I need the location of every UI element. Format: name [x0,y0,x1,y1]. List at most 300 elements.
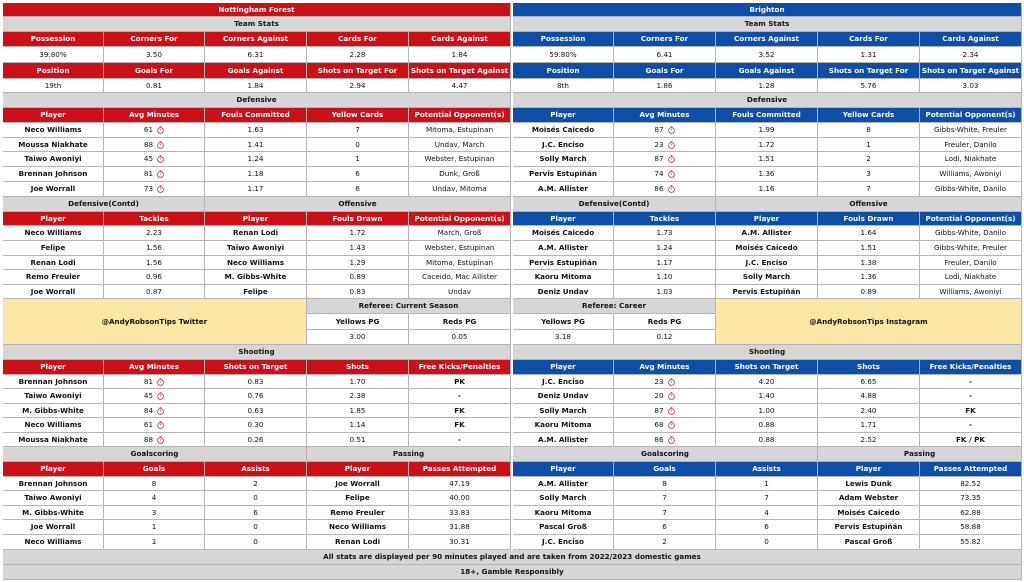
free-kicks-penalties-text: - [969,420,972,430]
avg-minutes-text: 86 [654,434,664,444]
player-name [3,418,104,433]
assists [205,535,307,550]
away-team-name-text: Brighton [749,4,785,14]
home-cards_for-text: 2.28 [349,49,366,59]
fouls-drawn [818,226,920,241]
player-name [307,520,409,535]
fouls-drawn [307,226,409,241]
fouls-drawn [818,256,920,270]
player-name-text: Lewis Dunk [845,478,892,488]
footer-disclaimer [3,565,1022,580]
referee-current-title [307,299,511,314]
header-assists [205,462,307,477]
fouls-committed-text: 1.63 [247,125,264,135]
home-position-text: 19th [44,80,62,90]
player-name-text: Moisés Caicedo [735,243,798,253]
fouls-drawn-text: 1.38 [860,257,877,267]
assists-text: 0 [253,537,258,547]
fouls-drawn-text: 1.51 [860,243,877,253]
fouls-committed [716,138,818,152]
home-possession-text: 39.80% [39,49,67,59]
player-name-text: J.C. Enciso [542,376,584,386]
player-name-text: M. Gibbs-White [22,507,84,517]
potential-opponents [409,241,511,256]
section-title-goalscoring [513,447,818,462]
free-kicks-penalties [409,375,511,389]
player-name [307,506,409,520]
shots-text: 1.70 [349,376,366,386]
potential-opponents [409,256,511,270]
header-player-text: Player [40,110,66,120]
player-name [513,418,614,433]
shots-text: 6.65 [860,376,877,386]
potential-opponents [409,152,511,167]
player-name [3,152,104,167]
player-name-text: Neco Williams [329,522,386,532]
yellow-cards-text: 3 [866,169,871,179]
footer-note [3,550,1022,565]
player-name [3,375,104,389]
away-goals_against [716,79,818,93]
header-shots_on_target_for-text: Shots on Target For [828,65,909,75]
fouls-committed-text: 1.17 [247,184,264,194]
shots [818,404,920,418]
header-avg_minutes-text: Avg Minutes [639,110,690,120]
assists-text: 0 [764,537,769,547]
header-player [307,462,409,477]
potential-opponents [409,138,511,152]
header-corners_for [614,32,716,47]
goals [104,477,205,491]
fouls-drawn [307,285,409,299]
potential-opponents-text: Undav, Mitoma [432,184,487,194]
player-name [3,491,104,506]
potential-opponents-text: Williams, Awoniyi [939,286,1002,296]
section-title-defensive-contd-text: Defensive(Contd) [68,199,139,209]
header-passes_attempted [409,462,511,477]
avg-minutes [104,123,205,138]
home-corners_for [104,47,205,63]
goals-text: 8 [662,478,667,488]
header-tackles-text: Tackles [139,213,169,223]
header-player [818,462,920,477]
player-name [716,285,818,299]
header-tackles-text: Tackles [649,213,680,223]
player-name-text: Renan Lodi [334,537,381,547]
section-title-offensive [716,197,1022,212]
header-player [513,108,614,123]
yellow-cards [307,123,409,138]
header-passes_attempted-text: Passes Attempted [422,464,497,474]
header-fouls_drawn-text: Fouls Drawn [843,213,894,223]
potential-opponents-text: March, Groß [437,228,482,238]
player-name-text: Deniz Undav [537,286,589,296]
section-title-team-stats-text: Team Stats [234,19,279,29]
header-possession-text: Possession [540,34,586,44]
assists [716,491,818,506]
away-goals_against-text: 1.28 [758,80,775,90]
fouls-committed [205,167,307,182]
player-name-text: Joe Worrall [30,184,76,194]
avg-minutes-text: 86 [654,184,664,194]
yellow-cards-text: 6 [355,184,360,194]
shots-on-target [205,389,307,404]
player-name [3,138,104,152]
stopwatch-icon [668,185,675,193]
away-position [513,79,614,93]
passes-attempted [409,491,511,506]
tackles [614,270,716,285]
player-name [818,506,920,520]
player-name [513,506,614,520]
stopwatch-icon [157,436,164,444]
free-kicks-penalties-text: - [969,391,972,401]
fouls-committed [716,167,818,182]
avg-minutes-text: 88 [143,434,154,444]
goals-text: 4 [151,493,157,503]
fouls-drawn-text: 1.72 [349,228,366,238]
goals-text: 7 [662,507,667,517]
potential-opponents-text: Webster, Estupinan [424,154,495,164]
player-name [3,123,104,138]
player-name [513,270,614,285]
header-free_kicks_penalties-text: Free Kicks/Penalties [929,362,1012,372]
section-title-defensive [513,93,1022,108]
shots-on-target [716,375,818,389]
tackles [104,270,205,285]
assists [205,506,307,520]
goals [614,535,716,550]
section-title-team-stats-text: Team Stats [744,19,790,29]
passes-attempted-text: 58.88 [960,522,981,532]
section-title-defensive-text: Defensive [746,95,788,105]
fouls-committed [716,123,818,138]
player-name [716,270,818,285]
free-kicks-penalties [920,404,1022,418]
goals [104,535,205,550]
home-cards_for [307,47,409,63]
player-name [513,477,614,491]
player-name-text: Kaoru Mitoma [534,507,592,517]
passes-attempted-text: 82.52 [960,478,981,488]
header-fouls_committed-text: Fouls Committed [732,110,801,120]
assists [716,520,818,535]
header-yellows-pg-text: Yellows PG [541,316,585,326]
referee-career-reds [614,330,716,345]
passes-attempted-text: 47.19 [449,478,470,488]
fouls-drawn-text: 0.89 [860,286,877,296]
away-cards_against-text: 2.34 [962,49,979,59]
tackles-text: 0.96 [145,272,162,282]
header-potential_opponents-text: Potential Opponent(s) [414,110,505,120]
player-name [3,433,104,447]
stopwatch-icon [157,155,164,163]
header-player [3,212,104,226]
player-name [205,241,307,256]
yellow-cards-text: 1 [355,154,360,164]
tackles-text: 1.17 [656,257,673,267]
stopwatch-icon [668,421,675,429]
player-name-text: Joe Worrall [30,286,76,296]
avg-minutes [104,182,205,197]
free-kicks-penalties [920,418,1022,433]
twitter-handle [3,299,307,345]
header-potential_opponents-text: Potential Opponent(s) [925,110,1016,120]
header-goals_against [716,63,818,79]
player-name [818,477,920,491]
header-cards_for-text: Cards For [338,34,377,44]
passes-attempted [920,491,1022,506]
header-player [3,360,104,375]
player-name [818,520,920,535]
section-title-defensive-text: Defensive [236,95,277,105]
player-name-text: Kaoru Mitoma [534,420,592,430]
shots-on-target-text: 0.63 [247,405,264,415]
player-name [307,477,409,491]
player-name [818,491,920,506]
header-shots_on_target_for [307,63,409,79]
section-title-defensive-contd [513,197,716,212]
header-player [716,212,818,226]
tackles-text: 1.10 [656,272,673,282]
tackles-text: 1.24 [656,243,673,253]
player-name-text: Brennan Johnson [18,478,88,488]
avg-minutes-text: 87 [654,405,664,415]
free-kicks-penalties-text: - [969,376,972,386]
goals [614,477,716,491]
player-name [513,404,614,418]
avg-minutes-text: 68 [654,420,664,430]
player-name-text: Adam Webster [838,493,899,503]
avg-minutes [104,152,205,167]
assists-text: 6 [253,507,258,517]
header-player-text: Player [550,464,576,474]
avg-minutes-text: 88 [143,139,154,149]
avg-minutes [614,152,716,167]
shots-text: 1.85 [349,405,366,415]
assists-text: 6 [764,522,769,532]
avg-minutes [614,404,716,418]
goals-text: 1 [151,522,157,532]
player-name [3,404,104,418]
section-title-shooting-text: Shooting [238,347,275,357]
header-player-text: Player [40,362,66,372]
player-name [3,506,104,520]
header-tackles [614,212,716,226]
header-potential_opponents [409,212,511,226]
header-cards_for [818,32,920,47]
stopwatch-icon [668,141,675,149]
player-name-text: Taiwo Awoniyi [24,493,82,503]
player-name-text: Moisés Caicedo [531,228,595,238]
header-yellow_cards [818,108,920,123]
fouls-committed-text: 1.18 [247,169,264,179]
player-name-text: A.M. Allister [741,228,792,238]
home-corners_for-text: 3.50 [145,49,162,59]
player-name [818,535,920,550]
header-cards_against [920,32,1022,47]
home-corners_against [205,47,307,63]
passes-attempted [920,506,1022,520]
header-assists [716,462,818,477]
player-name [3,389,104,404]
shots-text: 1.14 [349,420,366,430]
header-corners_against [205,32,307,47]
header-avg_minutes [614,108,716,123]
yellow-cards [818,167,920,182]
header-avg_minutes [614,360,716,375]
assists-text: 0 [253,493,258,503]
section-title-passing-text: Passing [392,449,425,459]
header-player [513,360,614,375]
header-shots_on_target_for [818,63,920,79]
header-cards_against [409,32,511,47]
header-goals_for [614,63,716,79]
player-name [3,226,104,241]
away-shots_on_target_for-text: 5.76 [860,80,877,90]
shots [818,375,920,389]
header-goals_for-text: Goals For [134,65,174,75]
stopwatch-icon [668,436,675,444]
section-title-defensive [3,93,511,108]
potential-opponents-text: Gibbs-White, Freuler [934,243,1007,253]
player-name [513,167,614,182]
avg-minutes-text: 84 [143,405,154,415]
fouls-committed [205,152,307,167]
fouls-drawn [818,241,920,256]
header-player-text: Player [344,464,371,474]
player-name [513,389,614,404]
header-goals_against-text: Goals Against [738,65,795,75]
shots-on-target [205,404,307,418]
free-kicks-penalties-text: - [458,434,461,444]
referee-current-yellows-text: 3.00 [349,332,366,342]
section-title-defensive-contd [3,197,205,212]
shots-on-target [716,433,818,447]
header-yellows-pg [307,314,409,330]
avg-minutes-text: 61 [143,125,154,135]
stopwatch-icon [157,407,164,415]
header-reds-pg-text: Reds PG [442,316,477,326]
tackles [104,256,205,270]
header-fouls_committed-text: Fouls Committed [221,110,290,120]
header-fouls_drawn [307,212,409,226]
avg-minutes-text: 74 [654,169,664,179]
yellow-cards-text: 7 [866,184,871,194]
header-yellow_cards-text: Yellow Cards [842,110,895,120]
player-name [716,241,818,256]
avg-minutes-text: 61 [143,420,154,430]
potential-opponents-text: Gibbs-White, Danilo [934,228,1007,238]
header-player [513,462,614,477]
player-name [513,535,614,550]
shots [818,389,920,404]
header-player-text: Player [550,110,576,120]
header-free_kicks_penalties [920,360,1022,375]
avg-minutes-text: 23 [654,139,664,149]
shots [307,389,409,404]
potential-opponents [409,167,511,182]
header-possession [513,32,614,47]
goals [614,506,716,520]
goals-text: 2 [662,537,667,547]
avg-minutes [104,375,205,389]
header-shots_on_target [205,360,307,375]
tackles-text: 1.56 [145,243,162,253]
tackles-text: 2.23 [145,228,162,238]
section-title-shooting [3,345,511,360]
passes-attempted [920,520,1022,535]
header-goals_against [205,63,307,79]
avg-minutes [614,167,716,182]
section-title-team-stats [513,17,1022,32]
avg-minutes [614,389,716,404]
home-shots_on_target_for-text: 2.94 [349,80,366,90]
player-name-text: Neco Williams [24,125,82,135]
home-shots_on_target_against-text: 4.47 [451,80,468,90]
goals [104,520,205,535]
header-goals_for-text: Goals For [645,65,684,75]
header-free_kicks_penalties-text: Free Kicks/Penalties [418,362,501,372]
shots-text: 0.51 [349,434,366,444]
potential-opponents [920,226,1022,241]
player-name-text: Pervis Estupiñán [834,522,903,532]
yellow-cards-text: 2 [866,154,871,164]
shots-on-target-text: 0.83 [247,376,264,386]
shots-on-target [205,433,307,447]
free-kicks-penalties [409,418,511,433]
header-player [513,212,614,226]
potential-opponents [920,182,1022,197]
header-shots_on_target-text: Shots on Target [734,362,799,372]
yellow-cards-text: 1 [866,139,871,149]
shots-on-target-text: 0.30 [247,420,264,430]
yellow-cards [307,138,409,152]
header-avg_minutes-text: Avg Minutes [639,362,690,372]
goals [614,520,716,535]
shots-on-target-text: 4.20 [758,376,775,386]
player-name [3,182,104,197]
away-corners_against [716,47,818,63]
passes-attempted [409,535,511,550]
fouls-committed-text: 1.51 [758,154,775,164]
avg-minutes [104,404,205,418]
avg-minutes-text: 81 [143,169,154,179]
header-player-text: Player [40,464,66,474]
header-reds-pg [614,314,716,330]
shots [818,433,920,447]
referee-career-title [513,299,716,314]
player-name [513,433,614,447]
avg-minutes-text: 81 [143,376,154,386]
fouls-drawn [818,270,920,285]
shots-on-target [205,375,307,389]
header-corners_for-text: Corners For [130,34,178,44]
tackles [104,285,205,299]
header-player-text: Player [40,213,66,223]
shots-on-target-text: 1.00 [758,405,775,415]
header-player [3,462,104,477]
player-name [3,241,104,256]
shots [307,375,409,389]
free-kicks-penalties-text: FK / PK [956,434,985,444]
assists [205,477,307,491]
passes-attempted [409,477,511,491]
player-name-text: Solly March [539,493,587,503]
assists-text: 7 [764,493,769,503]
header-position-text: Position [546,65,580,75]
footer-note-text: All stats are displayed per 90 minutes played and are taken from 2022/2023 domestic games [323,552,701,562]
